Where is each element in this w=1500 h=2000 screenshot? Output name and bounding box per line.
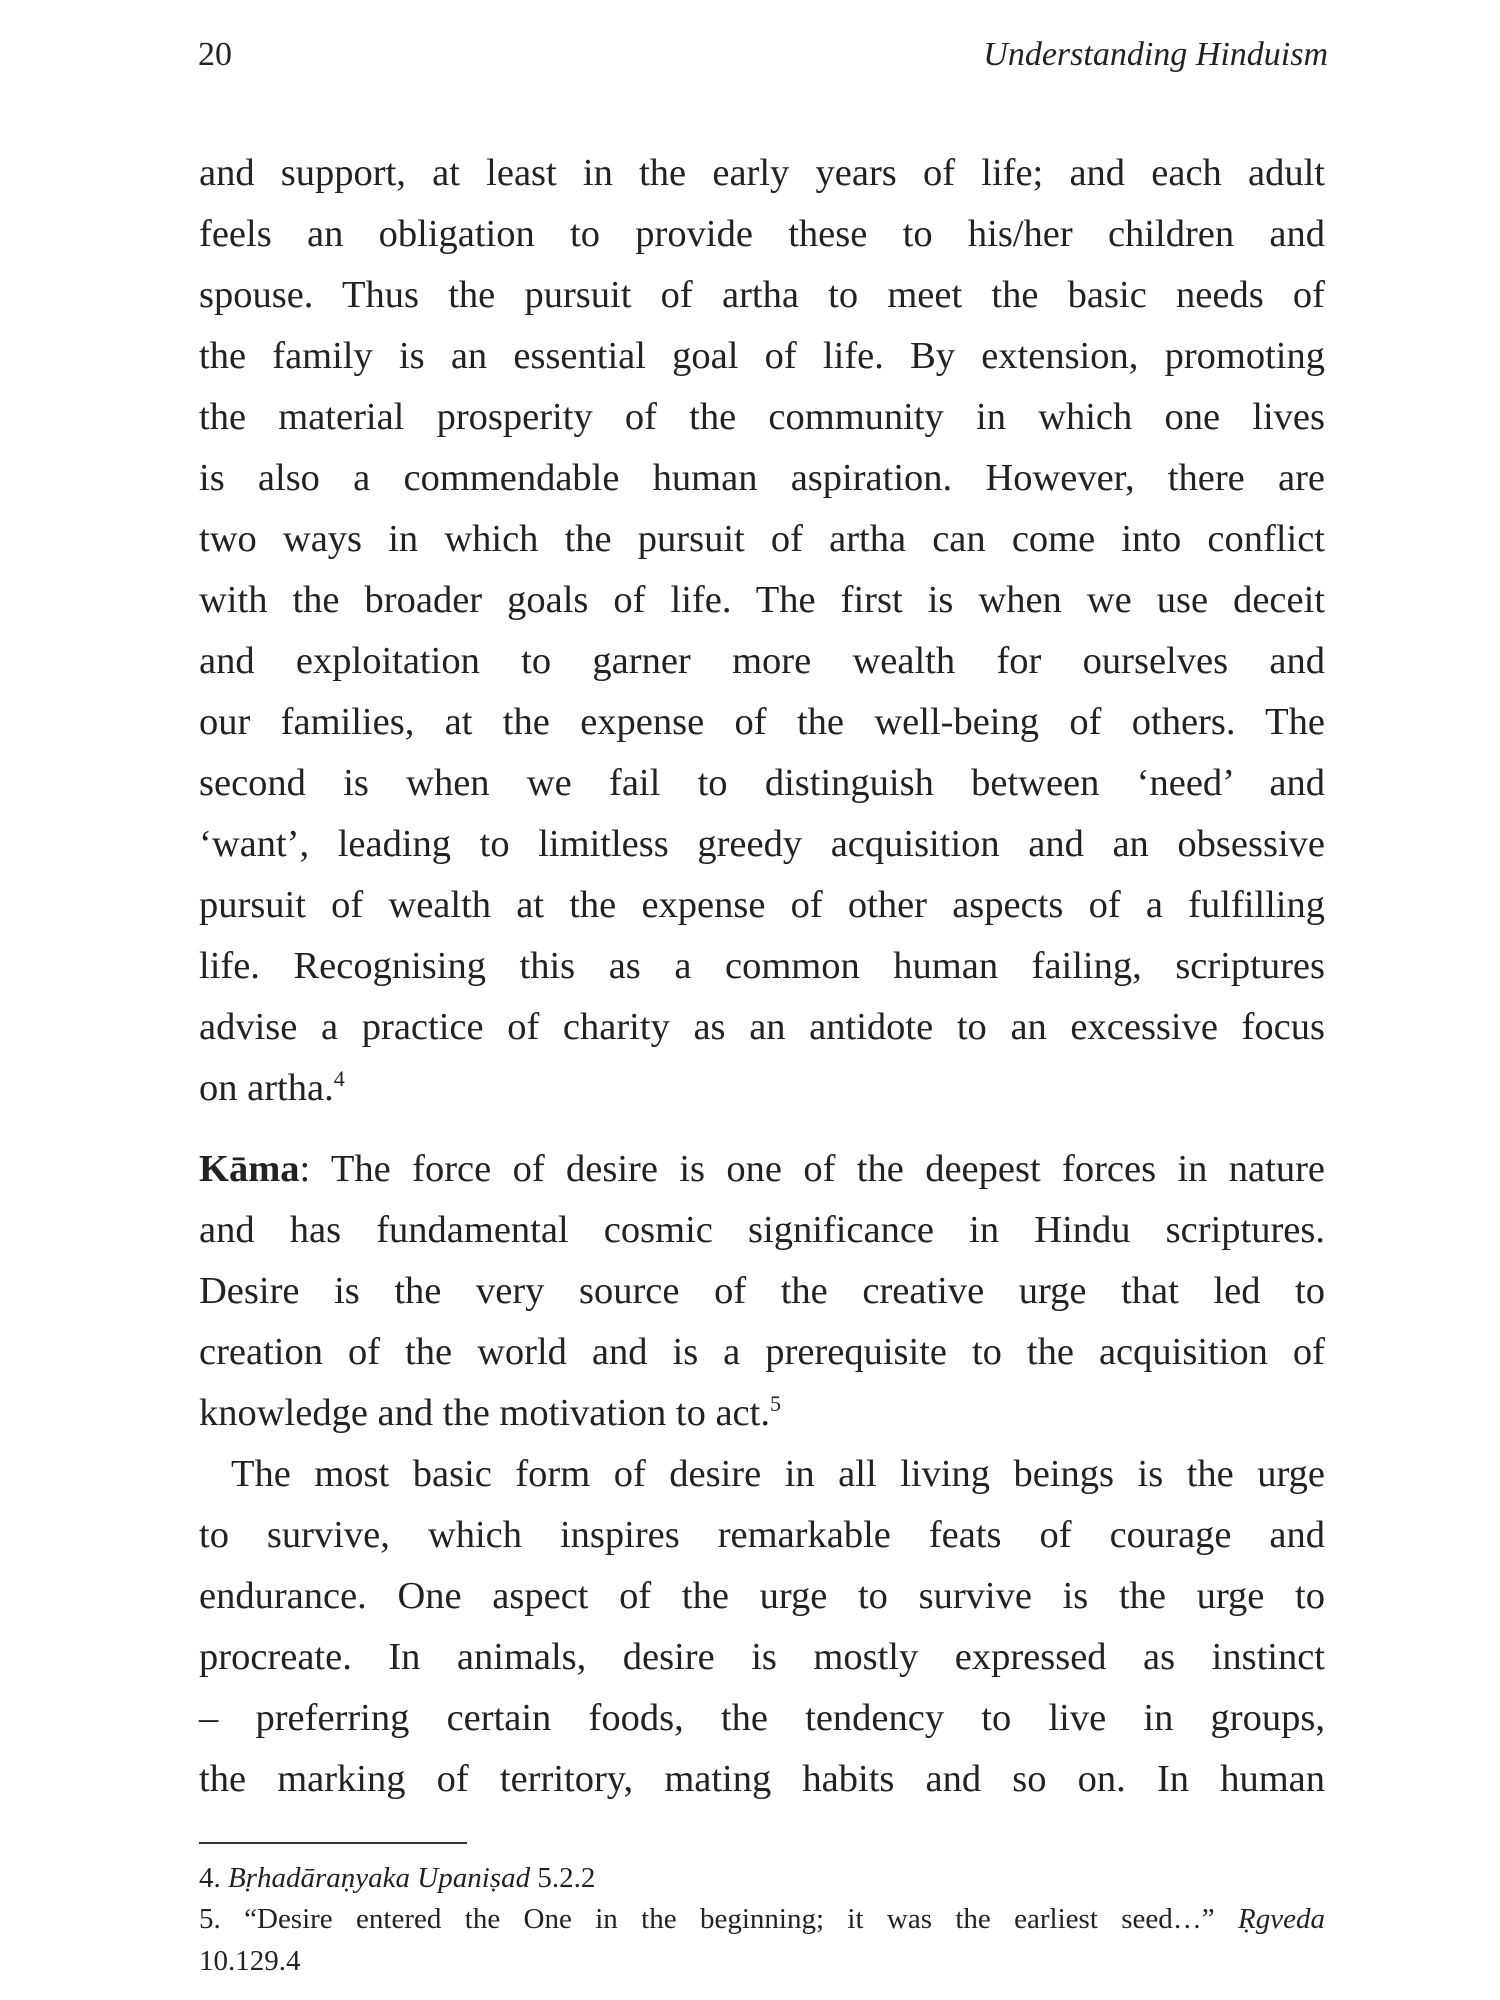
text-line	[199, 1058, 1325, 1119]
line-text: ‘want’, leading to limitless greedy acquisition and an obsessive	[199, 823, 1325, 865]
text-line	[199, 1200, 1325, 1261]
line-text: two ways in which the pursuit of artha can come into conflict	[199, 518, 1325, 560]
text-line	[199, 1566, 1325, 1627]
line-text: and support, at least in the early years of life; and each adult	[199, 152, 1325, 194]
footnote-marker[interactable]: 4	[333, 1066, 345, 1092]
footnote-number: 4.	[199, 1862, 221, 1894]
text-line	[199, 570, 1325, 631]
line-text: is also a commendable human aspiration. However, there are	[199, 457, 1325, 499]
line-text: and has fundamental cosmic significance in Hindu scriptures.	[199, 1209, 1325, 1251]
paragraph	[199, 1444, 1325, 1810]
line-text: life. Recognising this as a common human failing, scriptures	[199, 945, 1325, 987]
line-text: and exploitation to garner more wealth for ourselves and	[199, 640, 1325, 682]
text-line	[199, 509, 1325, 570]
line-text: – preferring certain foods, the tendency to live in groups,	[199, 1697, 1325, 1739]
line-text: Desire is the very source of the creative urge that led to	[199, 1270, 1325, 1312]
text-line	[199, 1261, 1325, 1322]
text-line	[199, 1627, 1325, 1688]
page-number: 20	[198, 36, 232, 73]
text-line	[199, 753, 1325, 814]
line-text: The most basic form of desire in all living beings is the urge	[231, 1453, 1325, 1495]
line-text: knowledge and the motivation to act.	[199, 1392, 770, 1434]
text-line	[199, 265, 1325, 326]
footnote-4	[199, 1862, 595, 1895]
text-line	[199, 936, 1325, 997]
text-line	[199, 1444, 1325, 1505]
running-title: Understanding Hinduism	[983, 36, 1328, 73]
text-line	[199, 1322, 1325, 1383]
line-text: the material prosperity of the community in which one lives	[199, 396, 1325, 438]
line-text: advise a practice of charity as an antidote to an excessive focus	[199, 1006, 1325, 1048]
text-line	[199, 387, 1325, 448]
line-text: the marking of territory, mating habits and so on. In human	[199, 1758, 1325, 1800]
text-line	[199, 1505, 1325, 1566]
line-text: our families, at the expense of the well-being of others. The	[199, 701, 1325, 743]
footnote-5-ref: 10.129.4	[199, 1945, 301, 1977]
footnote-5	[199, 1903, 1325, 1936]
line-text: on artha.	[199, 1067, 334, 1109]
text-line	[199, 204, 1325, 265]
paragraph	[199, 1139, 1325, 1444]
text-line	[199, 814, 1325, 875]
line-text: : The force of desire is one of the deepest forces in nature	[299, 1148, 1325, 1190]
term-heading: Kāma	[199, 1148, 300, 1190]
line-text: pursuit of wealth at the expense of other aspects of a fulfilling	[199, 884, 1325, 926]
footnote-quote: “Desire entered the One in the beginning; it was the earliest seed…”	[244, 1903, 1215, 1935]
footnote-marker[interactable]: 5	[769, 1391, 781, 1417]
line-text: second is when we fail to distinguish between ‘need’ and	[199, 762, 1325, 804]
footnote-ref: 5.2.2	[537, 1862, 596, 1894]
paragraph	[199, 143, 1325, 1119]
line-text: procreate. In animals, desire is mostly expressed as instinct	[199, 1636, 1325, 1678]
text-line	[199, 875, 1325, 936]
text-line	[199, 448, 1325, 509]
footnote-number: 5.	[199, 1903, 221, 1935]
text-line	[199, 1688, 1325, 1749]
text-line	[199, 143, 1325, 204]
footnote-source: Ṛgveda	[1238, 1903, 1325, 1935]
line-text: to survive, which inspires remarkable feats of courage and	[199, 1514, 1325, 1556]
line-text: feels an obligation to provide these to his/her children and	[199, 213, 1325, 255]
line-text: endurance. One aspect of the urge to survive is the urge to	[199, 1575, 1325, 1617]
line-text: creation of the world and is a prerequisite to the acquisition of	[199, 1331, 1325, 1373]
body-text	[199, 143, 1325, 1830]
line-text: with the broader goals of life. The first is when we use deceit	[199, 579, 1325, 621]
text-line	[199, 692, 1325, 753]
text-line	[199, 1139, 1325, 1200]
line-text: the family is an essential goal of life. By extension, promoting	[199, 335, 1325, 377]
text-line	[199, 997, 1325, 1058]
text-line	[199, 1383, 1325, 1444]
text-line	[199, 631, 1325, 692]
text-line	[199, 1749, 1325, 1810]
line-text: spouse. Thus the pursuit of artha to meet the basic needs of	[199, 274, 1325, 316]
text-line	[199, 326, 1325, 387]
footnote-title: Bṛhadāraṇyaka Upaniṣad	[228, 1862, 531, 1894]
footnote-rule	[199, 1842, 467, 1844]
